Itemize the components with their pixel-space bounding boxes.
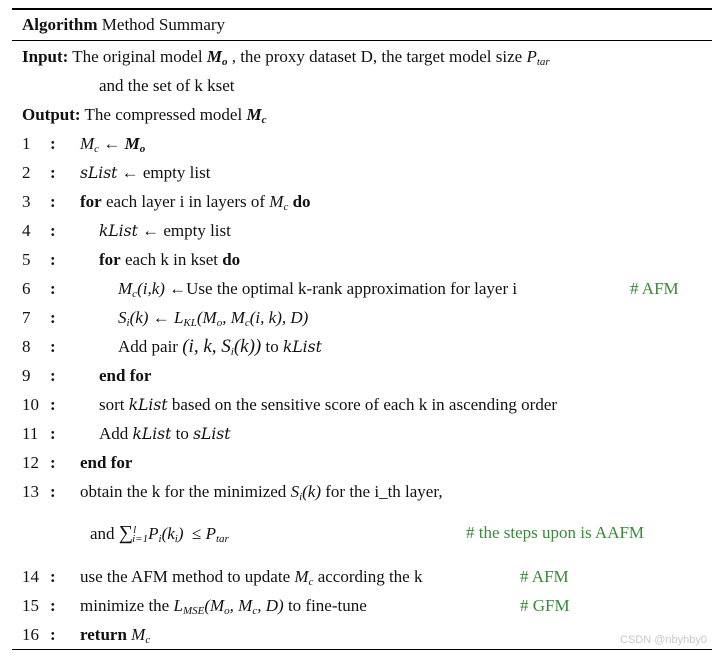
output-line: Output: The compressed model $M_c$ — [22, 105, 267, 126]
top-rule — [12, 8, 712, 10]
watermark: CSDN @nbyhby0 — [620, 634, 707, 646]
header-rule — [12, 40, 712, 41]
comment-afm-2: # AFM — [520, 567, 569, 586]
algorithm-header — [22, 14, 225, 36]
algorithm-label: Algorithm — [22, 15, 98, 34]
comment-afm: # AFM — [630, 279, 679, 298]
input-line: Input: The original model $M_o$ , the proxy dataset D, the target model size $P_{tar}$ — [22, 47, 550, 68]
bottom-rule — [12, 649, 712, 650]
input-line-2: and the set of k kset — [99, 76, 235, 95]
comment-gfm: # GFM — [520, 596, 570, 615]
algorithm-box: Algorithm Method Summary Input: The original model $M_o$ , the proxy dataset D, the target model size $P_{tar}$ and the set of k kset Output: The compressed model $M_c$ 1 : $M_c$ ← $M_o$ 2 : sList ← empty list 3 : for each layer i in layers of $M_c$ do 4 : kList ← empty list 5 : for each k in kset do 6 : $M_c(i,k)$ ←Use the optimal k-rank approximation for layer i # AFM 7 : $S_i(k)$ ← $L_{KL}(M_o$, $M_c(i$, k), D) 8 : Add pair (i, k, $S_i(k)$) to kList 9 : end for 10 : sort kList based on the sensitive score of each k in ascending order 11 : Add kList to sList 12 : end for 13 : obtain the k for the minimized $S_i(k)$ for the i_th layer, and $\sum^l_{i=1}P_i(k_i) \le P_{tar}$ # the steps upon is AAFM 14 : use the AFM method to update $M_c$ according the k # AFM 15 : minimize the $L_{MSE}(M_o$, $M_c$, D) to fine-tune # GFM 16 : return $M_c$ CSDN @nbyhby0 — [0, 0, 715, 656]
algorithm-title: Method Summary — [97, 15, 226, 34]
comment-aafm: # the steps upon is AAFM — [466, 523, 645, 542]
